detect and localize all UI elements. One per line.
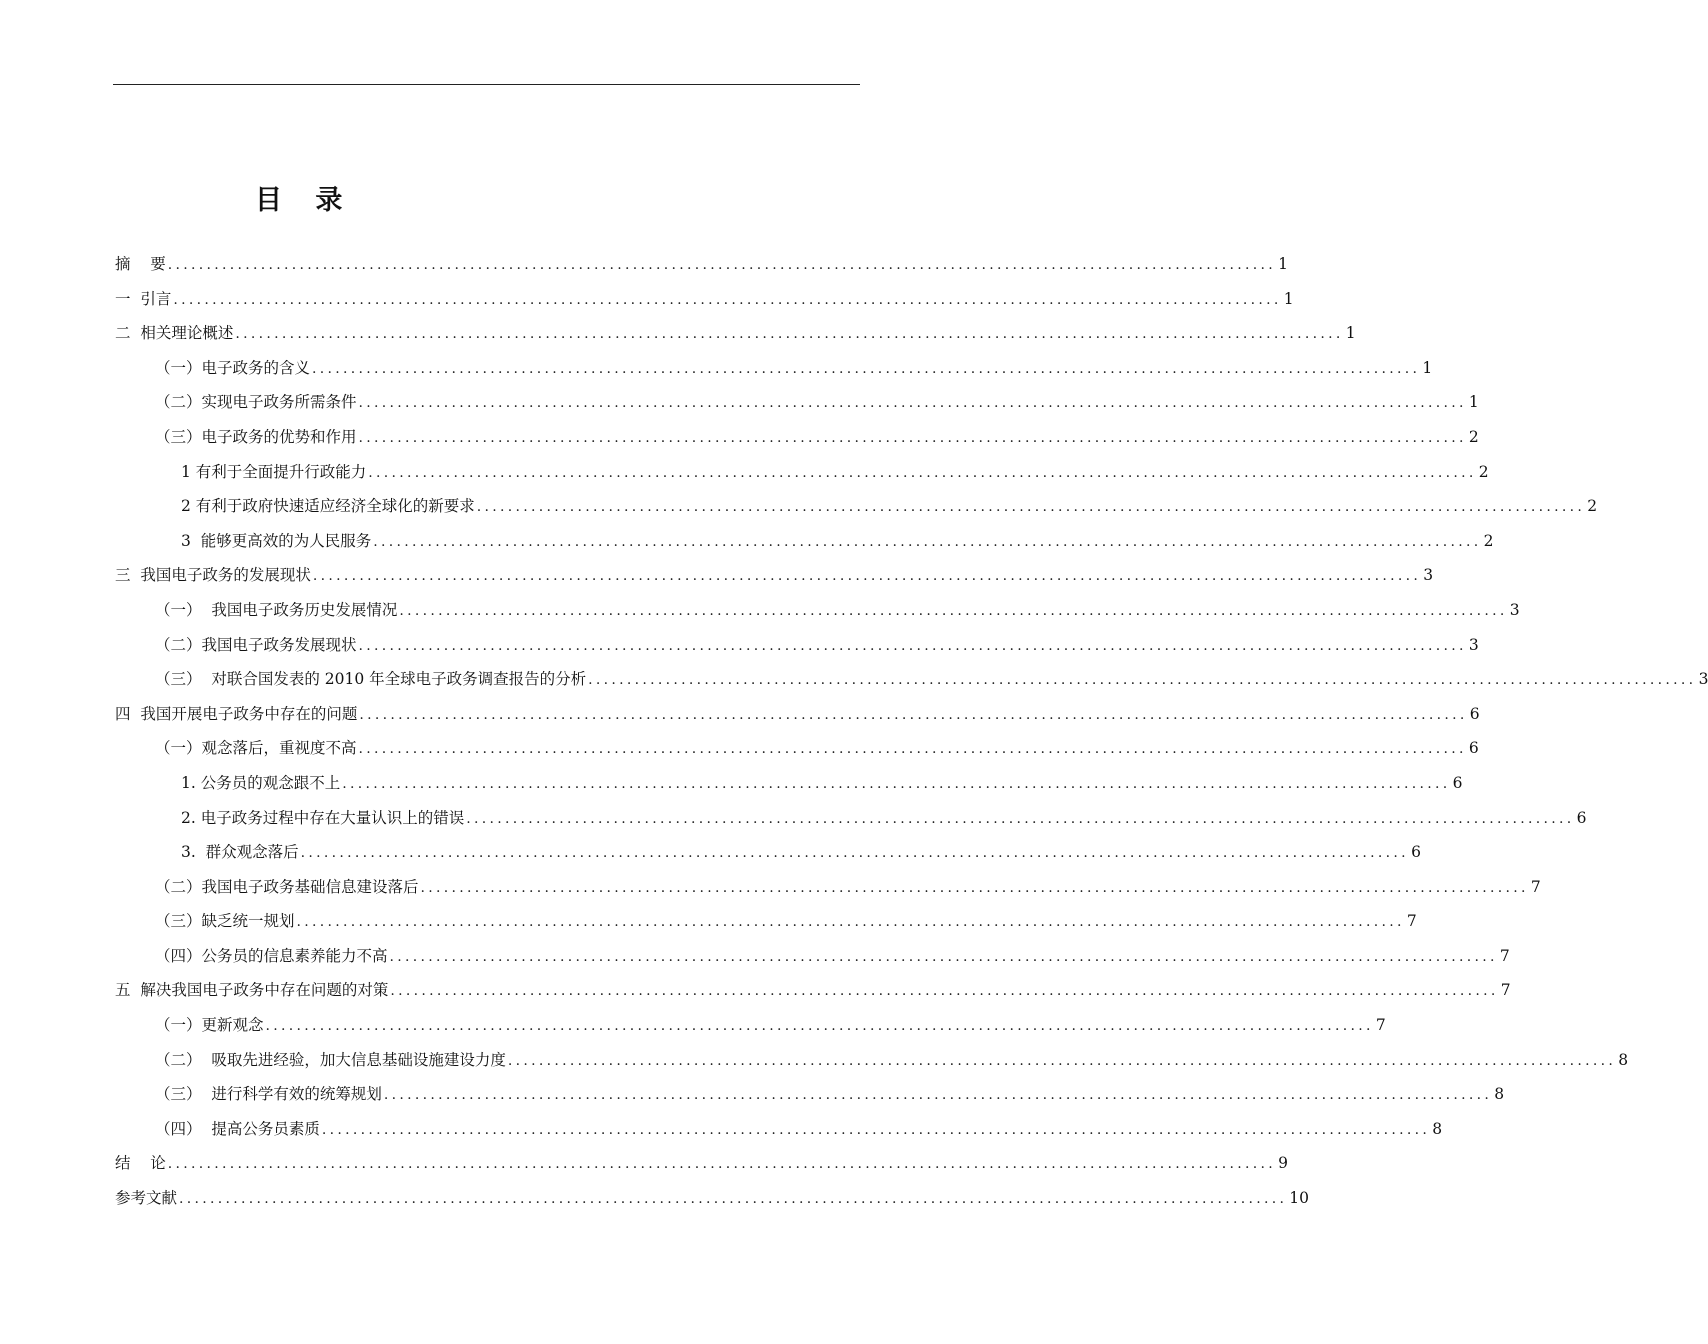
toc-entry-text: 3 能够更高效的为人民服务 bbox=[181, 531, 372, 550]
toc-entry[interactable] bbox=[115, 1077, 1505, 1112]
toc-entry[interactable] bbox=[115, 973, 1511, 1008]
toc-entry-text: （一）电子政务的含义 bbox=[155, 358, 311, 377]
toc-page-number: 3 bbox=[1468, 635, 1479, 654]
toc-page-number: 3 bbox=[1509, 600, 1520, 619]
toc-leader: ............................................................................................................................................... bbox=[466, 810, 1575, 827]
toc-entry[interactable] bbox=[115, 524, 1494, 559]
toc-entry-text: 二 相关理论概述 bbox=[115, 324, 234, 343]
header-rule bbox=[113, 84, 860, 85]
toc-entry-text: （二）我国电子政务发展现状 bbox=[155, 635, 357, 654]
toc-entry[interactable] bbox=[115, 558, 1434, 593]
toc-entry[interactable] bbox=[115, 489, 1598, 524]
toc-leader: ............................................................................................................................................... bbox=[373, 533, 1482, 550]
toc-page-number: 1 bbox=[1468, 393, 1479, 412]
toc-page-number: 7 bbox=[1499, 946, 1510, 965]
toc-leader: ............................................................................................................................................... bbox=[368, 464, 1477, 481]
toc-entry-text: 结 论 bbox=[115, 1154, 166, 1173]
toc-leader: ............................................................................................................................................... bbox=[167, 1156, 1276, 1173]
toc-page-number: 7 bbox=[1375, 1016, 1386, 1035]
toc-entry-text: （一）更新观念 bbox=[155, 1016, 264, 1035]
toc-entry[interactable] bbox=[115, 870, 1541, 905]
toc-entry[interactable] bbox=[115, 766, 1463, 801]
toc-page-number: 6 bbox=[1576, 808, 1587, 827]
toc-entry-text: 2. 电子政务过程中存在大量认识上的错误 bbox=[181, 808, 465, 827]
toc-leader: ............................................................................................................................................... bbox=[476, 499, 1586, 516]
toc-page-number: 6 bbox=[1469, 704, 1480, 723]
toc-page-number: 1 bbox=[1283, 289, 1294, 308]
toc-page-number: 10 bbox=[1289, 1189, 1310, 1208]
toc-entry-text: （二）我国电子政务基础信息建设落后 bbox=[155, 877, 419, 896]
toc-page-number: 8 bbox=[1494, 1085, 1505, 1104]
toc-page-number: 2 bbox=[1483, 531, 1494, 550]
toc-page-number: 1 bbox=[1345, 324, 1356, 343]
toc-entry[interactable] bbox=[115, 385, 1479, 420]
toc-leader: ............................................................................................................................................... bbox=[390, 983, 1499, 1000]
toc-entry[interactable] bbox=[115, 904, 1417, 939]
toc-leader: ............................................................................................................................................... bbox=[389, 948, 1498, 965]
toc-leader: ............................................................................................................................................... bbox=[312, 568, 1422, 585]
toc-entry[interactable] bbox=[115, 1112, 1443, 1147]
toc-entry[interactable] bbox=[115, 593, 1520, 628]
toc-leader: ............................................................................................................................................... bbox=[342, 775, 1451, 792]
toc-entry[interactable] bbox=[115, 697, 1480, 732]
toc-page-number: 6 bbox=[1452, 773, 1463, 792]
toc-page-number: 8 bbox=[1618, 1050, 1629, 1069]
toc-entry-text: （二）实现电子政务所需条件 bbox=[155, 393, 357, 412]
toc-entry[interactable] bbox=[115, 731, 1479, 766]
toc-page-number: 2 bbox=[1587, 497, 1598, 516]
toc-entry-text: 摘 要 bbox=[115, 255, 166, 273]
toc-entry-text: 五 解决我国电子政务中存在问题的对策 bbox=[115, 981, 389, 1000]
page-title: 目 录 bbox=[255, 185, 355, 216]
toc-leader: ............................................................................................................................................... bbox=[588, 672, 1697, 689]
toc-entry[interactable] bbox=[115, 1008, 1386, 1043]
toc-entry[interactable] bbox=[115, 351, 1433, 386]
toc-entry-text: （四） 提高公务员素质 bbox=[155, 1119, 320, 1138]
toc-leader: ............................................................................................................................................... bbox=[265, 1018, 1374, 1035]
toc-entry[interactable] bbox=[115, 316, 1356, 351]
toc-entry[interactable] bbox=[115, 801, 1587, 836]
toc-page-number: 1 bbox=[1422, 358, 1433, 377]
toc-page-number: 2 bbox=[1478, 462, 1489, 481]
toc-page-number: 6 bbox=[1411, 843, 1421, 862]
toc-page-number: 2 bbox=[1468, 427, 1479, 446]
toc-entry-text: （三） 进行科学有效的统筹规划 bbox=[155, 1085, 382, 1104]
toc-entry-text: （一） 我国电子政务历史发展情况 bbox=[155, 600, 398, 619]
toc-page-number: 3 bbox=[1698, 670, 1708, 689]
toc-leader: ............................................................................................................................................... bbox=[358, 395, 1467, 412]
toc-page-number: 7 bbox=[1500, 981, 1511, 1000]
toc-entry[interactable] bbox=[115, 1146, 1288, 1181]
toc-entry-text: 1 有利于全面提升行政能力 bbox=[181, 462, 367, 481]
toc-entry[interactable] bbox=[115, 835, 1421, 870]
toc-entry[interactable] bbox=[115, 1043, 1629, 1078]
toc-leader: ............................................................................................................................................... bbox=[383, 1087, 1493, 1104]
toc-entry[interactable] bbox=[115, 455, 1489, 490]
toc-entry-text: 参考文献 bbox=[115, 1189, 178, 1208]
toc-entry[interactable] bbox=[115, 247, 1288, 282]
toc-leader: ............................................................................................................................................... bbox=[359, 706, 1468, 723]
toc-entry-text: （三）缺乏统一规划 bbox=[155, 912, 295, 931]
toc-leader: ............................................................................................................................................... bbox=[358, 429, 1467, 446]
toc-entry-text: （三） 对联合国发表的 2010 年全球电子政务调查报告的分析 bbox=[155, 670, 587, 689]
toc-entry[interactable] bbox=[115, 628, 1479, 663]
toc-leader: ............................................................................................................................................... bbox=[420, 879, 1529, 896]
toc-entry-text: （三）电子政务的优势和作用 bbox=[155, 427, 357, 446]
toc-entry-text: 1. 公务员的观念跟不上 bbox=[181, 773, 341, 792]
toc-entry-text: 一 引言 bbox=[115, 289, 172, 308]
toc-entry[interactable] bbox=[115, 420, 1479, 455]
toc-page-number: 3 bbox=[1423, 566, 1434, 585]
toc-entry-text: （四）公务员的信息素养能力不高 bbox=[155, 946, 388, 965]
toc-leader: ............................................................................................................................................... bbox=[358, 637, 1467, 654]
toc-entry[interactable] bbox=[115, 1181, 1310, 1216]
toc-leader: ............................................................................................................................................... bbox=[300, 845, 1409, 862]
toc-leader: ............................................................................................................................................... bbox=[296, 914, 1405, 931]
toc-entry-text: （二） 吸取先进经验，加大信息基础设施建设力度 bbox=[155, 1050, 506, 1069]
toc-entry-text: （一）观念落后，重视度不高 bbox=[155, 739, 357, 758]
toc-leader: ............................................................................................................................................... bbox=[167, 257, 1276, 273]
toc-page-number: 1 bbox=[1278, 255, 1288, 273]
toc-leader: ............................................................................................................................................... bbox=[399, 602, 1508, 619]
toc-entry-text: 四 我国开展电子政务中存在的问题 bbox=[115, 704, 358, 723]
toc-leader: ............................................................................................................................................... bbox=[358, 741, 1467, 758]
toc-leader: ............................................................................................................................................... bbox=[507, 1052, 1617, 1069]
toc-entry-text: 三 我国电子政务的发展现状 bbox=[115, 566, 311, 585]
toc-leader: ............................................................................................................................................... bbox=[235, 326, 1344, 343]
toc-entry-text: 3. 群众观念落后 bbox=[181, 843, 299, 862]
toc-leader: ............................................................................................................................................... bbox=[173, 291, 1282, 308]
toc-page-number: 8 bbox=[1432, 1119, 1443, 1138]
toc-entry-text: 2 有利于政府快速适应经济全球化的新要求 bbox=[181, 497, 475, 516]
toc-leader: ............................................................................................................................................... bbox=[321, 1121, 1431, 1138]
toc-page-number: 9 bbox=[1278, 1154, 1288, 1173]
toc-page-number: 7 bbox=[1530, 877, 1541, 896]
toc-page-number: 7 bbox=[1406, 912, 1417, 931]
toc-leader: ............................................................................................................................................... bbox=[179, 1191, 1288, 1208]
table-of-contents bbox=[115, 247, 1708, 1216]
toc-page-number: 6 bbox=[1468, 739, 1479, 758]
toc-entry[interactable] bbox=[115, 282, 1294, 317]
toc-leader: ............................................................................................................................................... bbox=[312, 360, 1421, 377]
toc-entry[interactable] bbox=[115, 662, 1708, 697]
toc-entry[interactable] bbox=[115, 939, 1510, 974]
